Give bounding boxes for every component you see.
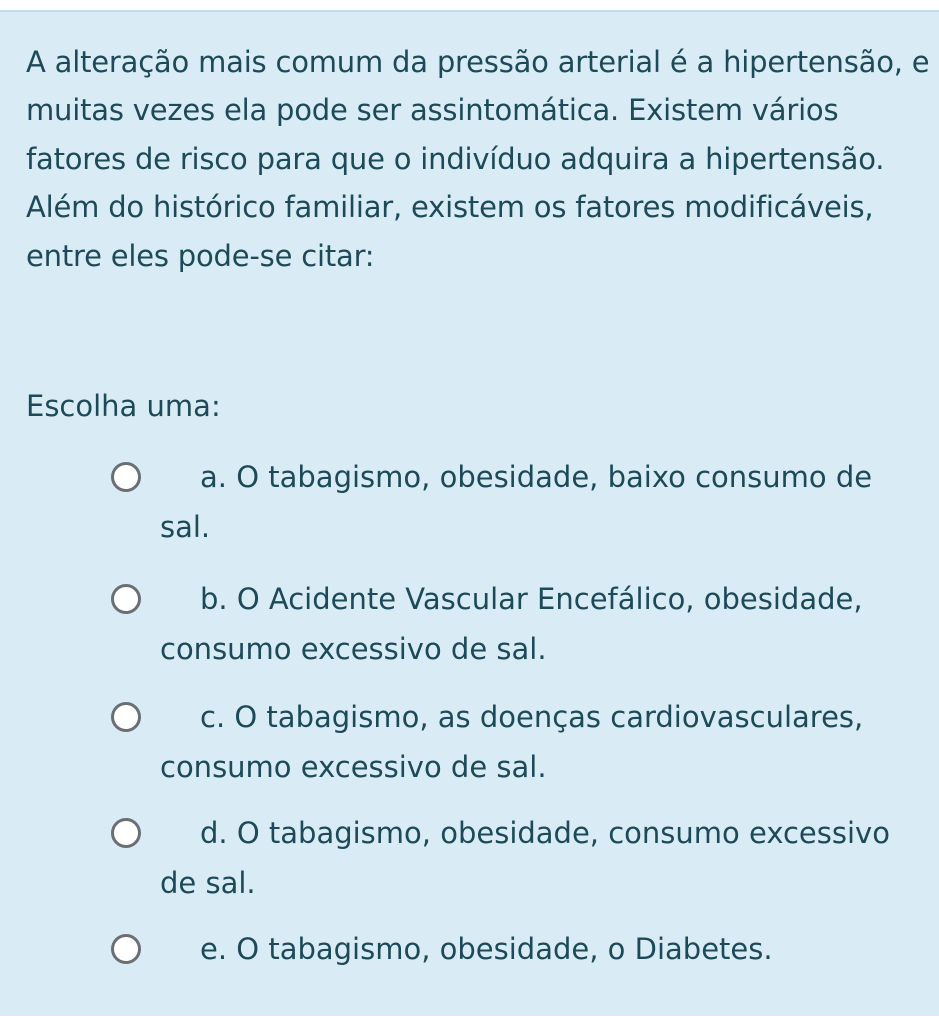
option-c-label: c. O tabagismo, as doenças cardiovasculares, consumo excessivo de sal. — [160, 700, 864, 784]
answer-list — [0, 12, 939, 1018]
option-d-label: d. O tabagismo, obesidade, consumo excessivo de sal. — [160, 816, 890, 900]
question-text: A alteração mais comum da pressão arterial é a hipertensão, e muitas vezes ela pode ser assintomática. Existem vários fatores de risco para que o indivíduo adquira a hipertensão. Além do histórico familiar, existem os fatores modificáveis, entre eles pode-se citar: — [26, 45, 930, 273]
option-e[interactable] — [160, 924, 920, 974]
radio-option-c[interactable] — [111, 702, 141, 732]
question-panel — [0, 10, 939, 1016]
option-c[interactable] — [160, 692, 920, 792]
choose-one-label: Escolha uma: — [26, 389, 221, 423]
option-a[interactable] — [160, 452, 920, 552]
option-d[interactable] — [160, 808, 920, 908]
option-e-label: e. O tabagismo, obesidade, o Diabetes. — [200, 932, 773, 966]
radio-option-d[interactable] — [111, 818, 141, 848]
option-a-label: a. O tabagismo, obesidade, baixo consumo de sal. — [160, 460, 873, 544]
radio-option-b[interactable] — [111, 584, 141, 614]
option-b[interactable] — [160, 574, 920, 674]
radio-option-a[interactable] — [111, 462, 141, 492]
option-b-label: b. O Acidente Vascular Encefálico, obesidade, consumo excessivo de sal. — [160, 582, 863, 666]
radio-option-e[interactable] — [111, 934, 141, 964]
